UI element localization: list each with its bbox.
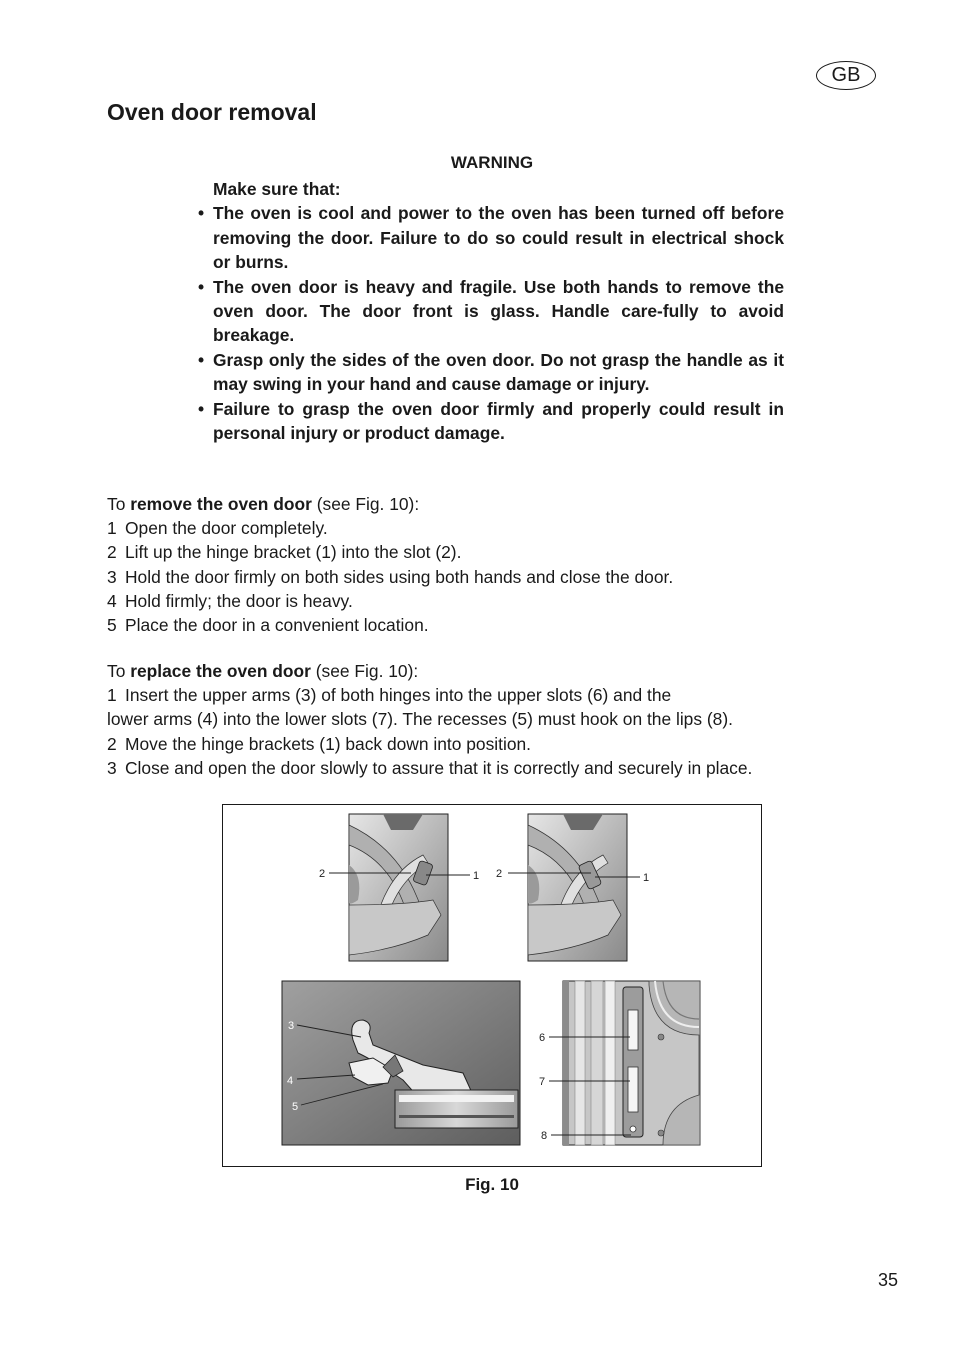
label-tl-1: 1 (473, 870, 480, 882)
warning-intro: Make sure that: (213, 179, 341, 199)
label-bl-3: 3 (288, 1020, 295, 1032)
label-br-7: 7 (539, 1076, 546, 1088)
warning-heading: WARNING (450, 153, 534, 172)
label-tr-1: 1 (643, 872, 650, 884)
warning-list (198, 201, 784, 445)
replace-step: 3 Close and open the door slowly to assure that it is correctly and securely in place. (107, 757, 753, 778)
warning-block (198, 177, 784, 445)
remove-step: 5 Place the door in a convenient location. (107, 615, 429, 636)
warning-item: • Failure to grasp the oven door firmly and properly could result in personal injury or product damage. (198, 397, 784, 446)
remove-procedure (107, 492, 867, 637)
label-tr-2: 2 (496, 868, 503, 880)
hinge-lifted-photo (528, 814, 627, 961)
language-badge: GB (816, 61, 876, 90)
page-number: 35 (878, 1270, 899, 1290)
warning-item: • The oven is cool and power to the oven has been turned off before removing the door. Failure to do so could result in electrical shock or burns. (198, 201, 784, 274)
oven-slots-photo (563, 981, 700, 1145)
figure-caption: Fig. 10 (465, 1175, 519, 1194)
remove-step: 2 Lift up the hinge bracket (1) into the slot (2). (107, 542, 462, 563)
remove-heading: To remove the oven door (see Fig. 10): (107, 494, 420, 514)
figure-illustration (223, 805, 761, 1166)
replace-heading: To replace the oven door (see Fig. 10): (107, 661, 419, 681)
label-bl-4: 4 (287, 1075, 294, 1087)
label-br-6: 6 (539, 1032, 546, 1044)
remove-step: 1 Open the door completely. (107, 518, 328, 539)
remove-step: 3 Hold the door firmly on both sides using both hands and close the door. (107, 566, 674, 587)
label-tl-2: 2 (319, 868, 326, 880)
warning-item: • The oven door is heavy and fragile. Use both hands to remove the oven door. The door front is glass. Handle care-fully to avoid breakage. (198, 275, 784, 348)
replace-step-continued: lower arms (4) into the lower slots (7). The recesses (5) must hook on the lips (8). (107, 709, 733, 730)
remove-step: 4 Hold firmly; the door is heavy. (107, 590, 353, 611)
label-br-8: 8 (541, 1130, 548, 1142)
replace-step: 2 Move the hinge brackets (1) back down into position. (107, 733, 532, 754)
warning-item: • Grasp only the sides of the oven door. Do not grasp the handle as it may swing in your hand and cause damage or injury. (198, 348, 784, 397)
page-title: Oven door removal (107, 99, 317, 125)
figure-10 (222, 804, 762, 1167)
hinge-arms-photo (282, 981, 520, 1145)
hinge-closed-photo (349, 814, 448, 961)
replace-step: 1 Insert the upper arms (3) of both hinges into the upper slots (6) and the (107, 685, 672, 706)
label-bl-5: 5 (292, 1101, 299, 1113)
replace-procedure (107, 659, 867, 780)
